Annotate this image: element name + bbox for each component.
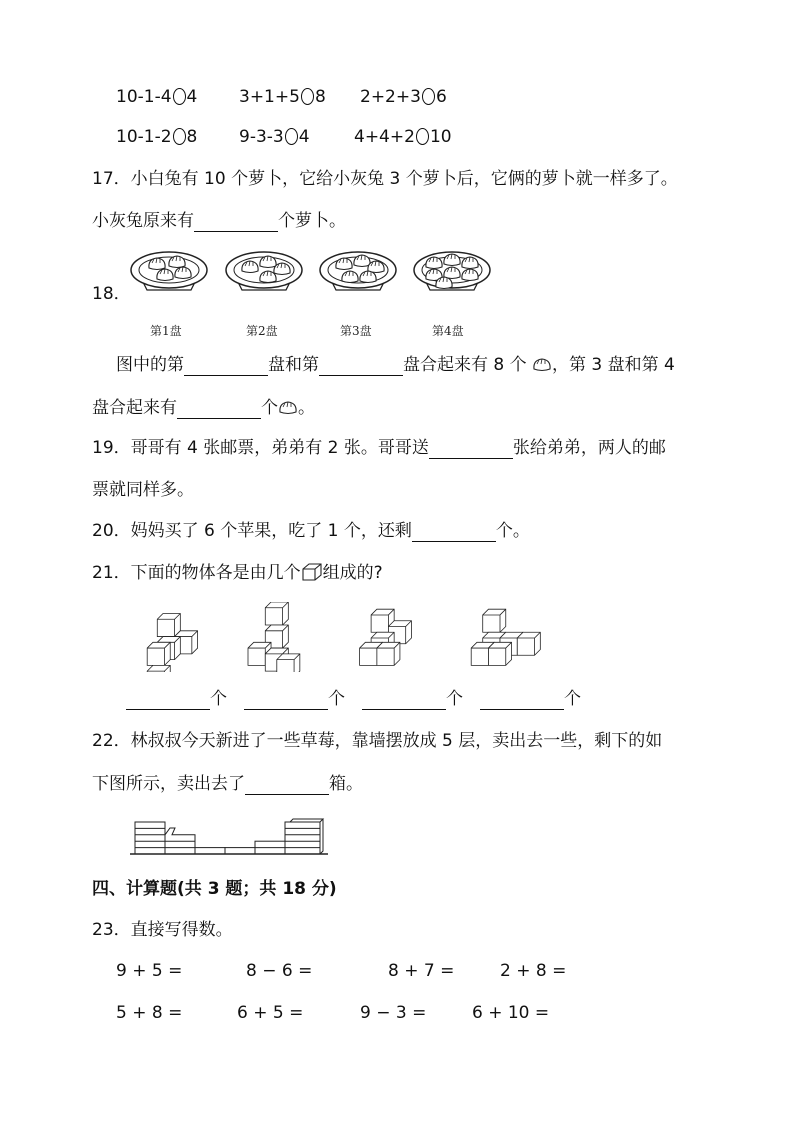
calc-item: 8 − 6 = <box>246 961 313 981</box>
calc-item: 8 + 7 = <box>388 961 455 981</box>
question-17-line2: 小灰兔原来有 个萝卜。 <box>92 211 346 231</box>
plate-1 <box>131 252 207 290</box>
question-20: 20．妈妈买了 6 个苹果，吃了 1 个，还剩 个。 <box>92 521 530 541</box>
calc-item: 6 + 10 = <box>472 1003 550 1023</box>
question-22-line1: 22．林叔叔今天新进了一些草莓，靠墙摆放成 5 层，卖出去一些，剩下的如 <box>92 731 663 751</box>
answer-blank[interactable] <box>480 691 564 710</box>
calc-item: 9 − 3 = <box>360 1003 427 1023</box>
plate-caption-2: 第2盘 <box>246 324 278 338</box>
compare-circle[interactable] <box>301 88 314 105</box>
answer-blank[interactable] <box>184 357 268 376</box>
question-17-line1: 17．小白兔有 10 个萝卜，它给小灰兔 3 个萝卜后，它俩的萝卜就一样多了。 <box>92 169 678 189</box>
cube-figures <box>140 602 580 672</box>
answer-blank[interactable] <box>194 213 278 232</box>
compare-item: 10-1-2 8 <box>116 127 198 147</box>
question-23: 23．直接写得数。 <box>92 920 233 940</box>
answer-blank[interactable] <box>412 523 496 542</box>
compare-circle[interactable] <box>422 88 435 105</box>
compare-item: 9-3-3 4 <box>239 127 310 147</box>
question-19-line2: 票就同样多。 <box>92 480 194 500</box>
calc-item: 6 + 5 = <box>237 1003 304 1023</box>
cube-icon <box>301 562 323 582</box>
question-18-number: 18． <box>92 284 131 304</box>
plate-4 <box>414 252 490 290</box>
answer-blank[interactable] <box>245 776 329 795</box>
question-22-line2: 下图所示，卖出去了 箱。 <box>92 774 363 794</box>
cube-answer-2: 个 <box>244 688 345 710</box>
cube-answer-3: 个 <box>362 688 463 710</box>
compare-circle[interactable] <box>173 128 186 145</box>
question-21: 21．下面的物体各是由几个 组成的? <box>92 563 383 583</box>
answer-blank[interactable] <box>126 691 210 710</box>
dumpling-icon <box>532 357 552 373</box>
answer-blank[interactable] <box>429 440 513 459</box>
calc-item: 5 + 8 = <box>116 1003 183 1023</box>
calc-item: 9 + 5 = <box>116 961 183 981</box>
cube-figure-2 <box>248 602 300 672</box>
cube-figure-1 <box>147 614 197 672</box>
answer-blank[interactable] <box>319 357 403 376</box>
question-18-line2: 盘合起来有 个 。 <box>92 398 315 418</box>
calc-item: 2 + 8 = <box>500 961 567 981</box>
compare-item: 10-1-4 4 <box>116 87 198 107</box>
plate-2 <box>226 252 302 290</box>
plate-caption-1: 第1盘 <box>150 324 182 338</box>
cube-figure-4 <box>471 609 540 665</box>
compare-item: 2+2+3 6 <box>360 87 447 107</box>
compare-circle[interactable] <box>285 128 298 145</box>
dumpling-plates-figure <box>128 248 500 308</box>
plate-caption-4: 第4盘 <box>432 324 464 338</box>
cube-answer-1: 个 <box>126 688 227 710</box>
question-18-line1: 图中的第 盘和第 盘合起来有 8 个 ，第 3 盘和第 4 <box>116 355 675 375</box>
strawberry-boxes-figure <box>130 816 330 860</box>
compare-item: 4+4+2 10 <box>354 127 452 147</box>
compare-item: 3+1+5 8 <box>239 87 326 107</box>
dumpling-icon <box>278 400 298 416</box>
cube-figure-3 <box>360 609 412 665</box>
question-19-line1: 19．哥哥有 4 张邮票，弟弟有 2 张。哥哥送 张给弟弟，两人的邮 <box>92 438 666 458</box>
answer-blank[interactable] <box>244 691 328 710</box>
compare-circle[interactable] <box>416 128 429 145</box>
compare-circle[interactable] <box>173 88 186 105</box>
cube-answer-4: 个 <box>480 688 581 710</box>
plate-caption-3: 第3盘 <box>340 324 372 338</box>
answer-blank[interactable] <box>362 691 446 710</box>
plate-3 <box>320 252 396 290</box>
answer-blank[interactable] <box>177 400 261 419</box>
section-heading: 四、计算题(共 3 题；共 18 分) <box>92 879 337 899</box>
